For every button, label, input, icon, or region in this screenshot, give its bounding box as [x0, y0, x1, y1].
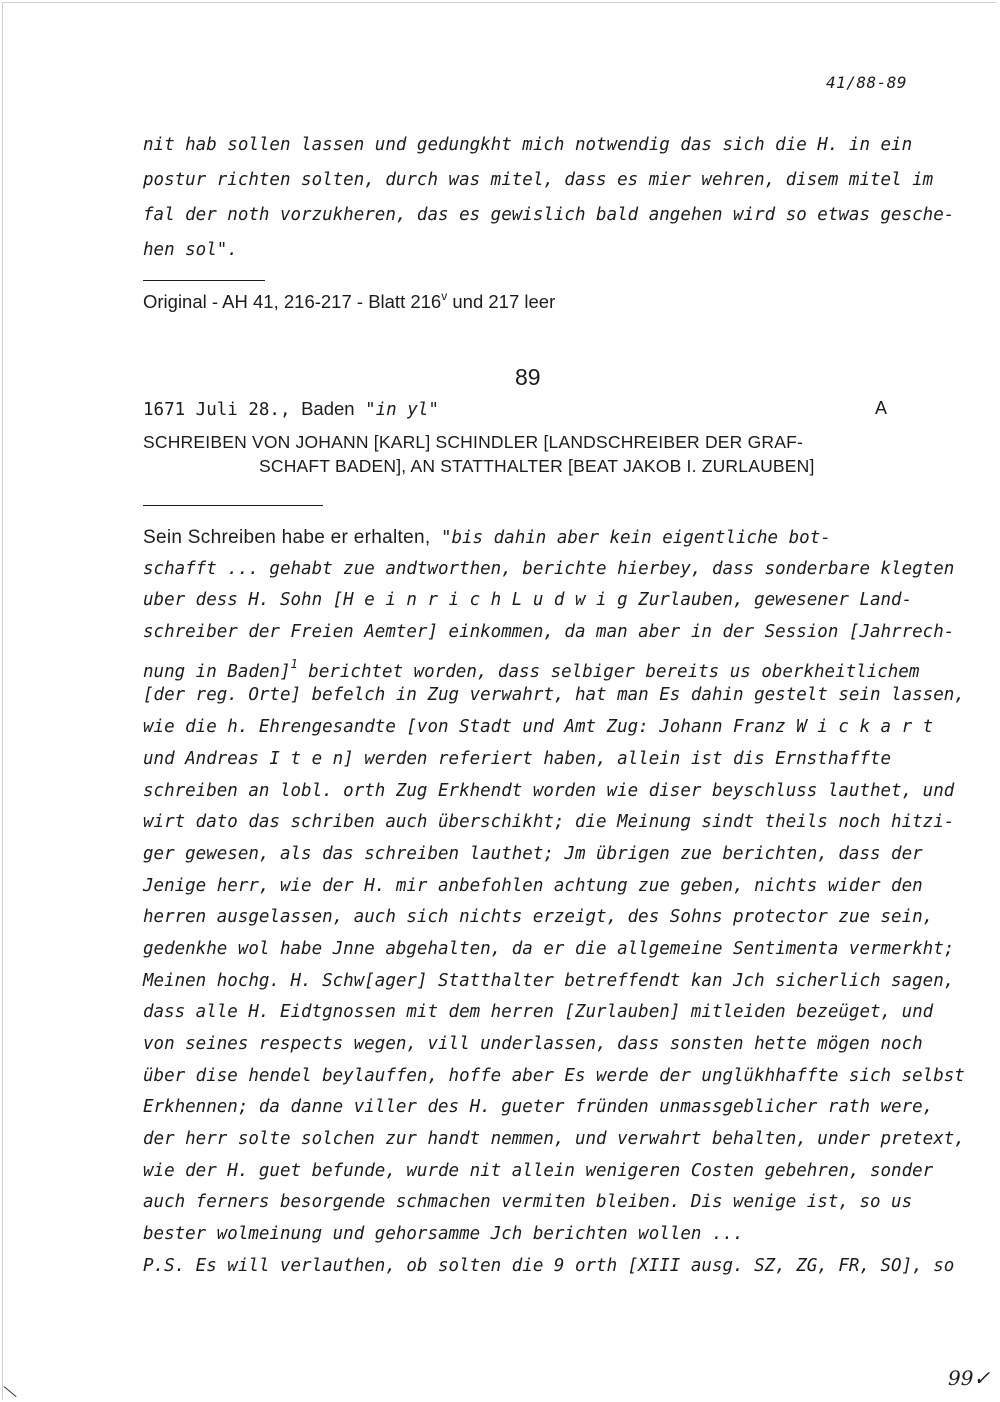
separator-rule	[143, 505, 323, 506]
document-date: 1671 Juli 28.,	[143, 400, 291, 420]
text-line: fal der noth vorzukheren, das es gewislich bald angehen wird so etwas gesche-	[143, 205, 955, 225]
body-line: Meinen hochg. H. Schw[ager] Statthalter betreffendt kan Jch sicherlich sagen,	[143, 970, 955, 991]
text-line: hen sol".	[143, 240, 238, 260]
body-line: wie der H. guet befunde, wurde nit allein wenigeren Costen gebehren, sonder	[143, 1160, 934, 1181]
previous-document-text	[143, 128, 955, 268]
body-text: berichtet worden, dass selbiger bereits us oberkheitlichem	[297, 661, 920, 682]
body-line: bester wolmeinung und gehorsamme Jch berichten wollen ...	[143, 1224, 744, 1245]
body-line: schafft ... gehabt zue andtworthen, berichte hierbey, dass sonderbare klegten	[143, 558, 955, 579]
source-suffix: und 217 leer	[447, 291, 556, 312]
document-place: Baden	[301, 398, 355, 419]
body-line: Erkhennen; da danne viller des H. gueter fründen unmassgeblicher rath were,	[143, 1097, 934, 1118]
header-line: SCHAFT BADEN], AN STATTHALTER [BEAT JAKOB I. ZURLAUBEN]	[259, 456, 815, 476]
document-body	[143, 522, 965, 1283]
body-line: ger gewesen, als das schreiben lauthet; Jm übrigen zue berichten, dass der	[143, 843, 923, 864]
body-line: über dise hendel beylauffen, hoffe aber Es werde der unglükhhaffte sich selbst	[143, 1065, 965, 1086]
body-line: gedenkhe wol habe Jnne abgehalten, da er die allgemeine Sentimenta vermerkht;	[143, 938, 955, 959]
place-quote: "in yl"	[365, 400, 439, 420]
body-line	[143, 522, 943, 554]
date-line	[143, 398, 439, 420]
body-remaining-lines	[143, 680, 965, 1282]
source-superscript: v	[441, 289, 448, 303]
body-line: der herr solte solchen zur handt nemmen, und verwahrt behalten, under pretext,	[143, 1129, 965, 1150]
body-line: schreiben an lobl. orth Zug Erkhendt worden wie diser beyschluss lauthet, und	[143, 780, 955, 801]
body-line: von seines respects wegen, vill underlassen, dass sonsten hette mögen noch	[143, 1034, 923, 1054]
body-line: Jenige herr, wie der H. mir anbefohlen achtung zue geben, nichts wider den	[143, 875, 923, 896]
source-note	[143, 289, 555, 313]
body-text: "bis dahin aber kein eigentliche bot-	[430, 528, 831, 548]
text-line: nit hab sollen lassen und gedungkht mich notwendig das sich die H. in ein	[143, 135, 913, 155]
document-number: 89	[515, 364, 541, 390]
body-line: dass alle H. Eidtgnossen mit dem herren [Zurlauben] mitleiden bezeüget, und	[143, 1002, 934, 1023]
source-prefix: Original - AH 41, 216-217 - Blatt 216	[143, 291, 442, 312]
body-line: P.S. Es will verlauthen, ob solten die 9 orth [XIII ausg. SZ, ZG, FR, SO], so	[143, 1255, 955, 1276]
body-line: und Andreas I t e n] werden referiert haben, allein ist dis Ernsthaffte	[143, 748, 892, 769]
footnote-reference: 1	[290, 656, 298, 671]
body-line: wirt dato das schriben auch überschikht; die Meinung sindt theils noch hitzi-	[143, 812, 955, 833]
body-text: nung in Baden]	[143, 661, 291, 682]
header-line: SCHREIBEN VON JOHANN [KARL] SCHINDLER [LANDSCHREIBER DER GRAF-	[143, 432, 804, 452]
body-line: wie die h. Ehrengesandte [von Stadt und Amt Zug: Johann Franz W i c k a r t	[143, 717, 934, 738]
archive-handwritten-mark: 99✓	[948, 1366, 991, 1390]
separator-rule	[143, 280, 265, 281]
copy-type-marker: A	[875, 398, 888, 418]
document-header	[143, 430, 815, 478]
text-line: postur richten solten, durch was mitel, dass es mier wehren, disem mitel im	[143, 170, 934, 190]
page-number: 41/88-89	[826, 73, 908, 92]
body-line: uber dess H. Sohn [H e i n r i c h L u d w i g Zurlauben, gewesener Land-	[143, 590, 913, 611]
body-lead: Sein Schreiben habe er erhalten,	[143, 527, 431, 548]
body-line: auch ferners besorgende schmachen vermiten bleiben. Dis wenige ist, so us	[143, 1192, 913, 1213]
body-line: herren ausgelassen, auch sich nichts erzeigt, des Sohns protector zue sein,	[143, 907, 934, 928]
body-line: schreiber der Freien Aemter] einkommen, da man aber in der Session [Jahrrech-	[143, 622, 955, 643]
body-line: [der reg. Orte] befelch in Zug verwahrt, hat man Es dahin gestelt sein lassen,	[143, 685, 965, 706]
body-line	[143, 649, 943, 681]
